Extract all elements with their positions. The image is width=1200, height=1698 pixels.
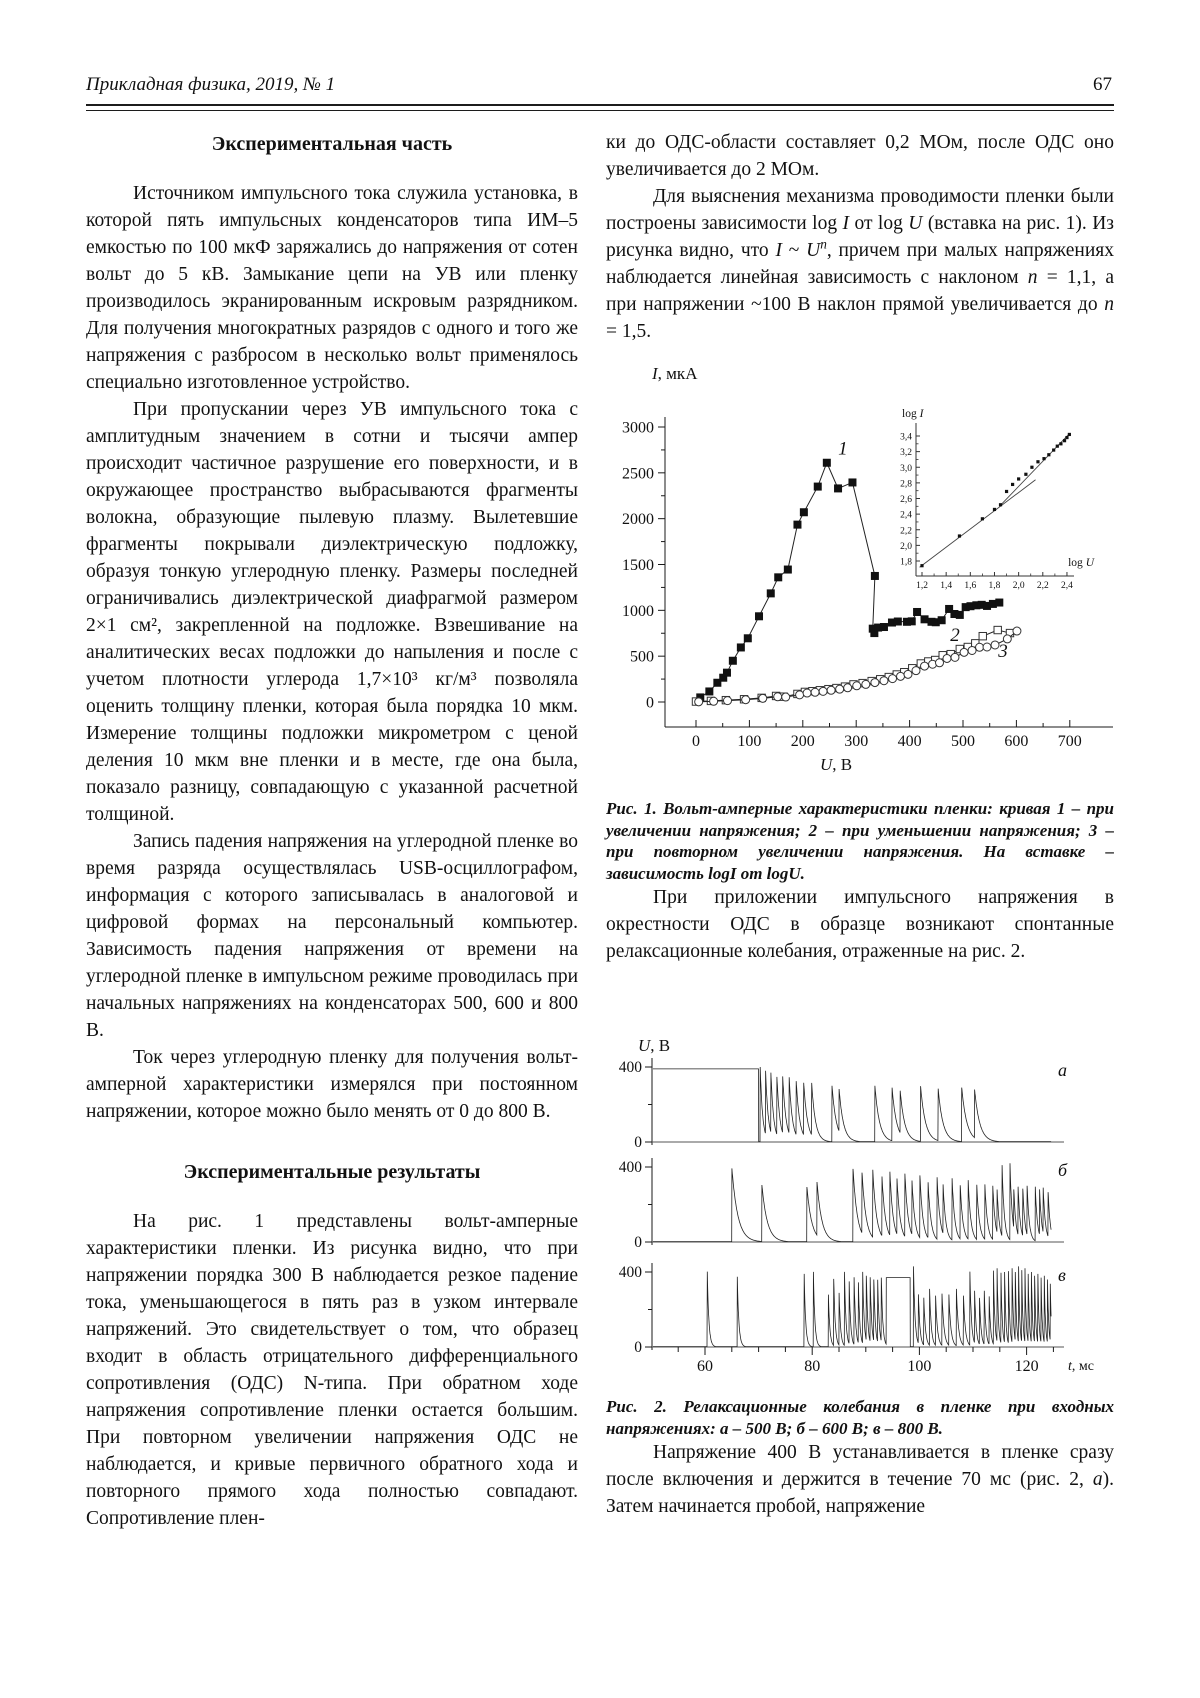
svg-text:0: 0 <box>634 1339 642 1356</box>
svg-text:500: 500 <box>630 648 654 666</box>
left-column <box>86 129 578 1532</box>
svg-text:3,2: 3,2 <box>900 448 912 459</box>
svg-text:б: б <box>1058 1160 1068 1180</box>
figure-1 <box>606 359 1114 884</box>
svg-text:0: 0 <box>646 694 654 712</box>
svg-text:2,2: 2,2 <box>900 526 912 537</box>
figure-2 <box>606 971 1114 1439</box>
svg-text:2,2: 2,2 <box>1036 581 1049 591</box>
section-heading-experimental-results: Экспериментальные результаты <box>183 1161 481 1183</box>
svg-text:в: в <box>1058 1265 1066 1285</box>
svg-text:100: 100 <box>907 1358 932 1375</box>
svg-text:1,8: 1,8 <box>900 557 912 568</box>
svg-text:1,8: 1,8 <box>988 581 1001 591</box>
svg-text:2,4: 2,4 <box>1061 581 1073 591</box>
svg-text:2,6: 2,6 <box>900 495 912 505</box>
svg-text:0: 0 <box>634 1234 642 1251</box>
svg-text:1,4: 1,4 <box>940 581 953 591</box>
svg-text:120: 120 <box>1014 1358 1039 1375</box>
svg-text:1,6: 1,6 <box>964 581 977 591</box>
svg-text:400: 400 <box>618 1159 642 1176</box>
svg-text:600: 600 <box>1004 733 1029 750</box>
svg-text:60: 60 <box>697 1358 713 1375</box>
svg-text:500: 500 <box>951 733 975 750</box>
fig2-chart <box>606 971 1114 1389</box>
svg-text:3000: 3000 <box>622 419 654 437</box>
svg-text:400: 400 <box>618 1264 642 1281</box>
svg-text:1500: 1500 <box>622 556 654 574</box>
svg-text:2500: 2500 <box>622 465 654 483</box>
svg-text:400: 400 <box>618 1059 642 1076</box>
header-rule <box>86 104 1114 111</box>
svg-text:t, мс: t, мс <box>1068 1359 1094 1374</box>
svg-text:2,8: 2,8 <box>900 479 912 490</box>
svg-text:I, мкА: I, мкА <box>652 364 698 383</box>
paragraph: При пропускании через УВ импульсного тока с амплитудным значением в сотни и тысячи ампер происходит частичное разрушение его поверхности, и в окружающее пространство выбрасываются фрагменты волокна, образующие пылевую плазму. Вылетевшие фрагменты покрывали диэлектрическую подложку, образуя тонкую углеродную пленку. Размеры последней ограничивались диэлектрической диафрагмой размером 2×1 см², закрепленной на подложке. Взвешивание на аналитических весах подложки до напыления и после с учетом плотности углерода 1,7×10³ кг/м³ позволяла оценить толщину пленки, которая была порядка 10 мкм. Измерение толщины подложки микрометром с ценой деления 10 мкм вне пленки и в месте, где она была, показало разницу, совпадающую с указанной расчетной толщиной. <box>86 399 578 825</box>
svg-text:log I: log I <box>902 408 924 420</box>
paragraph: На рис. 1 представлены вольт-амперные характеристики пленки. Из рисунка видно, что при напряжении порядка 300 В наблюдается резкое падение тока, уменьшающегося в пять раз в узком интервале напряжений. Это свидетельствует о том, что образец входит в область отрицательного дифференциального сопротивления (ОДС) N-типа. При обратном ходе напряжения сопротивление пленки остается большим. При повторном увеличении напряжения ОДС не наблюдается, и кривые первичного обратного хода и повторного прямого хода полностью совпадают. Сопротивление плен- <box>86 1211 578 1529</box>
paragraph: При приложении импульсного напряжения в окрестности ОДС в образце возникают спонтанные релаксационные колебания, отраженные на рис. 2. <box>606 887 1114 962</box>
svg-text:log U: log U <box>1068 557 1094 569</box>
paragraph: Напряжение 400 В устанавливается в пленке сразу после включения и держится в течение 70 мс (рис. 2, а). Затем начинается пробой, напряжение <box>606 1442 1114 1517</box>
section-heading-experimental-part: Экспериментальная часть <box>211 133 453 155</box>
svg-text:2,0: 2,0 <box>900 541 912 552</box>
svg-text:0: 0 <box>634 1134 642 1151</box>
fig1-chart <box>606 359 1114 791</box>
svg-text:0: 0 <box>692 733 700 750</box>
right-column <box>606 129 1114 1532</box>
svg-text:2,4: 2,4 <box>900 510 912 521</box>
page-header <box>86 74 1114 104</box>
svg-text:400: 400 <box>897 733 922 750</box>
paragraph: Запись падения напряжения на углеродной пленке во время разряда осуществлялась USB-осциллографом, информация с которого записывалась в аналоговой и цифровой формах на персональный компьютер. Зависимость падения напряжения от времени на углеродной пленке в импульсном режиме проводилась при начальных напряжениях на конденсаторах 500, 600 и 800 В. <box>86 831 578 1041</box>
paragraph: Источником импульсного тока служила установка, в которой пять импульсных конденсаторов типа ИМ–5 емкостью по 100 мкФ заряжались до напряжения от сотен вольт до 5 кВ. Замыкание цепи на УВ или пленку производилось экранированным искровым разрядником. Для получения многократных разрядов с одного и того же напряжения с разбросом в несколько вольт применялось специально изготовленное устройство. <box>86 183 578 393</box>
svg-text:U, В: U, В <box>638 1036 671 1055</box>
svg-text:а: а <box>1058 1060 1067 1080</box>
two-column-layout <box>86 129 1114 1532</box>
journal-title: Прикладная физика, 2019, № 1 <box>86 74 336 95</box>
page-number: 67 <box>1093 74 1112 95</box>
svg-text:3: 3 <box>998 641 1008 663</box>
figure-1-caption: Рис. 1. Вольт-амперные характеристики пленки: кривая 1 – при увеличении напряжения; 2 – при уменьшении напряжения; 3 – при повторном увеличении напряжения. На вставке – зависимость logI от logU. <box>606 799 1114 883</box>
svg-text:U, В: U, В <box>819 755 853 774</box>
svg-text:1000: 1000 <box>622 602 654 620</box>
svg-text:2,0: 2,0 <box>1012 581 1025 591</box>
svg-text:1,2: 1,2 <box>916 581 928 591</box>
paragraph: Ток через углеродную пленку для получения вольт-амперной характеристики измерялся при постоянном напряжении, которое можно было менять от 0 до 800 В. <box>86 1047 578 1122</box>
figure-2-caption: Рис. 2. Релаксационные колебания в пленке при входных напряжениях: а – 500 В; б – 600 В; в – 800 В. <box>606 1397 1114 1438</box>
svg-text:700: 700 <box>1057 733 1082 750</box>
svg-text:2000: 2000 <box>622 511 654 529</box>
svg-text:3,4: 3,4 <box>900 432 912 443</box>
paragraph-formula: Для выяснения механизма проводимости пленки были построены зависимости log I от log U (вставка на рис. 1). Из рисунка видно, что I ~ $U^n$, причем при малых напряжениях наблюдается линейная зависимость с наклоном n = 1,1, а при напряжении ~100 В наклон прямой увеличивается до n = 1,5. <box>606 186 1114 342</box>
paragraph: ки до ОДС-области составляет 0,2 МОм, после ОДС оно увеличивается до 2 МОм. <box>606 132 1114 180</box>
svg-text:100: 100 <box>737 733 762 750</box>
svg-text:2: 2 <box>950 625 960 647</box>
svg-text:300: 300 <box>844 733 869 750</box>
svg-text:1: 1 <box>838 438 848 460</box>
svg-text:80: 80 <box>804 1358 821 1375</box>
svg-text:3,0: 3,0 <box>900 463 912 474</box>
svg-text:200: 200 <box>790 733 815 750</box>
